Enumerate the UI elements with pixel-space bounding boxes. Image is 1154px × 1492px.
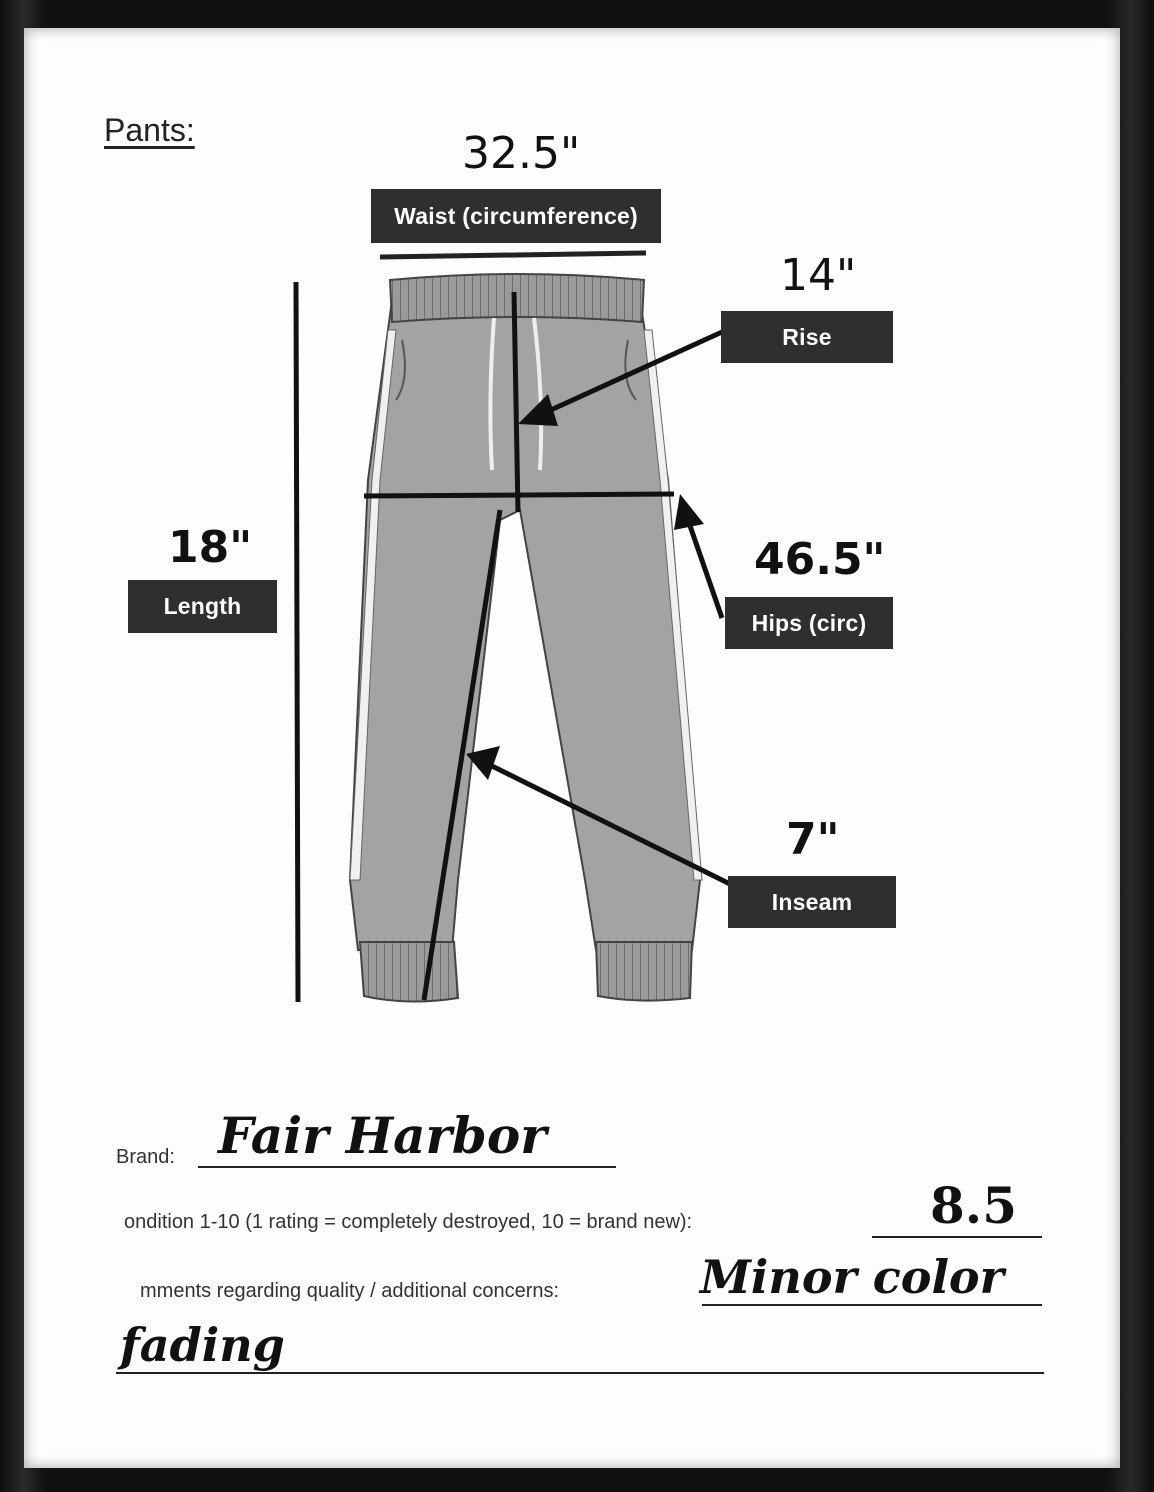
waist-measure-line	[380, 253, 646, 257]
length-label: Length	[128, 580, 277, 633]
condition-value: 8.5	[930, 1176, 1017, 1235]
rise-label: Rise	[721, 311, 893, 363]
rise-value: 14"	[780, 250, 857, 301]
comments-value-line1: Minor color	[700, 1250, 1004, 1304]
waist-value: 32.5"	[462, 128, 581, 179]
inseam-label: Inseam	[728, 876, 896, 928]
sheet-title: Pants:	[104, 112, 195, 148]
length-value: 18"	[168, 522, 253, 573]
comments-value-line2: fading	[120, 1318, 285, 1372]
hips-label: Hips (circ)	[725, 597, 893, 649]
comments-line-2	[116, 1372, 1044, 1374]
pants-body	[350, 300, 700, 950]
hips-arrow-icon	[674, 494, 704, 530]
waist-label: Waist (circumference)	[371, 189, 661, 243]
brand-line	[198, 1166, 616, 1168]
hips-measure-line	[364, 494, 674, 496]
brand-value: Fair Harbor	[218, 1106, 547, 1165]
hips-value: 46.5"	[754, 534, 886, 585]
inseam-value: 7"	[786, 814, 840, 865]
comments-line-1	[702, 1304, 1042, 1306]
length-measure-line	[296, 282, 298, 1002]
left-cuff	[360, 942, 458, 1002]
comments-label: mments regarding quality / additional concerns:	[140, 1280, 560, 1302]
brand-label: Brand:	[116, 1146, 175, 1168]
right-cuff	[596, 942, 692, 1001]
condition-line	[872, 1236, 1042, 1238]
waistband	[390, 274, 644, 322]
condition-label: ondition 1-10 (1 rating = completely destroyed, 10 = brand new):	[124, 1211, 693, 1233]
